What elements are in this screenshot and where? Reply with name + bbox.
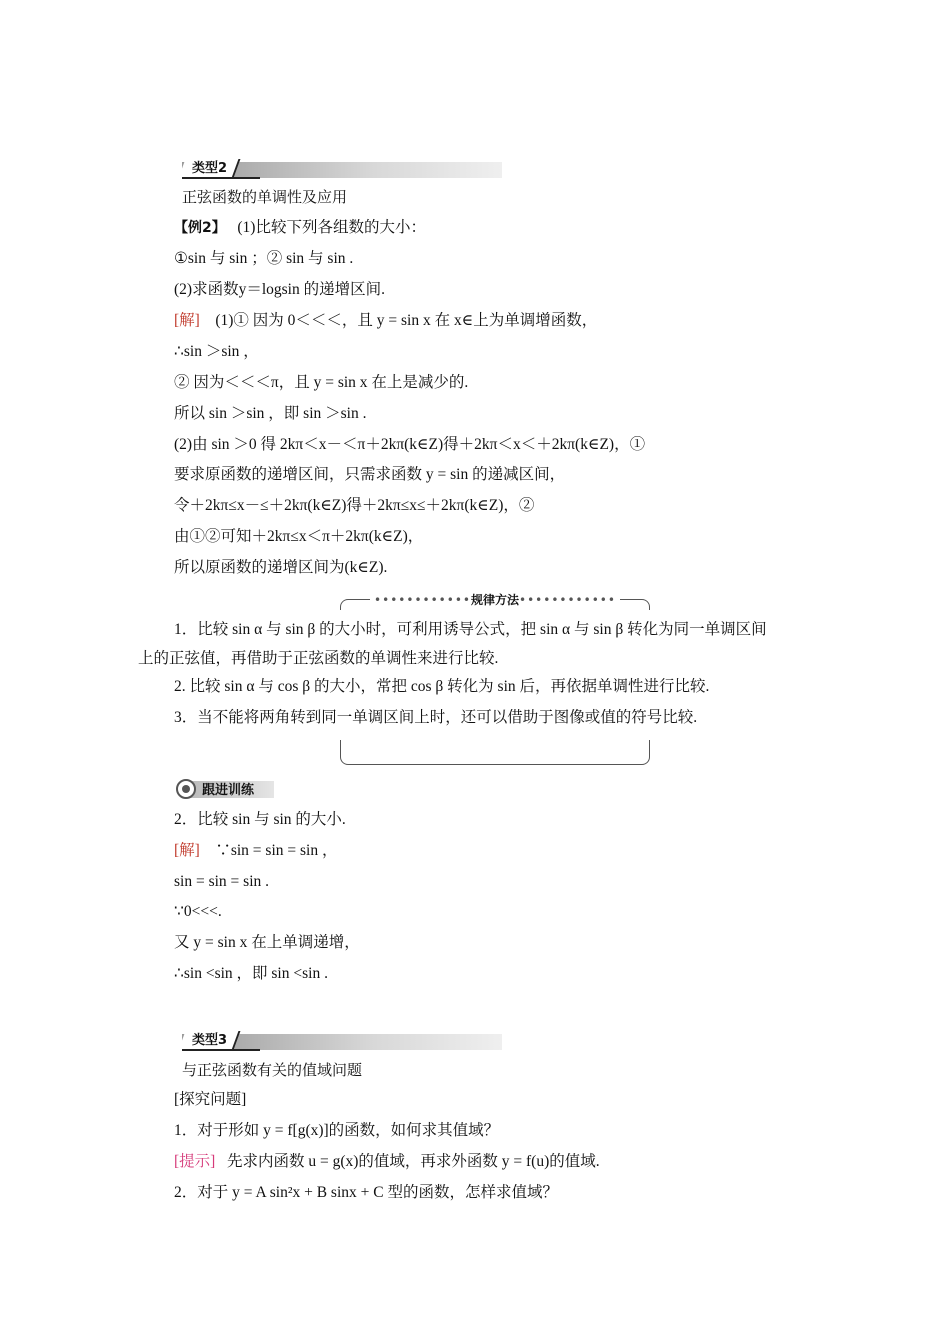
- practice-question: 2．比较 sin 与 sin 的大小.: [174, 811, 346, 828]
- solution-line-7: 令＋2kπ≤x－≤＋2kπ(k∈Z)得＋2kπ≤x≤＋2kπ(k∈Z)，②: [174, 497, 535, 514]
- target-icon: [176, 779, 196, 799]
- example-label: 【例2】: [174, 220, 226, 236]
- practice-solution-5: ∴sin <sin ，即 sin <sin .: [174, 965, 328, 982]
- solution-line-3: ② 因为＜＜＜π，且 y = sin x 在上是减少的.: [174, 374, 469, 391]
- solution-line-6: 要求原函数的递增区间，只需求函数 y = sin 的递减区间，: [174, 466, 566, 483]
- solution-line-2: ∴sin ＞sin ，: [174, 343, 259, 360]
- solution-line-5: (2)由 sin ＞0 得 2kπ＜x－＜π＋2kπ(k∈Z)得＋2kπ＜x＜＋2kπ(k∈Z)，①: [174, 436, 646, 453]
- practice-solution-1: [解] ∵sin = sin = sin ，: [174, 842, 338, 859]
- practice-solution-4: 又 y = sin x 在上单调递增，: [174, 934, 360, 951]
- method-line-2: 2. 比较 sin α 与 cos β 的大小，常把 cos β 转化为 sin 后，再依据单调性进行比较.: [174, 678, 710, 695]
- practice-solution-2: sin = sin = sin .: [174, 873, 269, 890]
- example-items: ①sin 与 sin ；② sin 与 sin .: [174, 250, 354, 267]
- hint-tag: [提示]: [174, 1153, 216, 1170]
- section-3-header: [182, 1031, 502, 1049]
- practice-label: 跟进训练: [202, 783, 255, 798]
- example-question-1: 【例2】 (1)比较下列各组数的大小：: [174, 219, 426, 236]
- example-question-2: (2)求函数y＝logsin 的递增区间.: [174, 281, 385, 298]
- section-tag: 类型3: [179, 1031, 241, 1050]
- explore-question-2: 2．对于 y = A sin²x + B sinx + C 型的函数，怎样求值域？: [174, 1184, 558, 1201]
- method-label: ••••••••••••规律方法••••••••••••: [370, 591, 620, 608]
- method-box-bottom: [340, 740, 650, 765]
- solution-line-4: 所以 sin ＞sin ，即 sin ＞sin .: [174, 405, 367, 422]
- solution-tag: [解]: [174, 312, 200, 329]
- section-title: 与正弦函数有关的值域问题: [182, 1061, 363, 1079]
- method-line-3: 3．当不能将两角转到同一单调区间上时，还可以借助于图像或值的符号比较.: [174, 709, 698, 726]
- method-line-1-cont: 上的正弦值，再借助于正弦函数的单调性来进行比较.: [138, 650, 499, 667]
- method-line-1: 1．比较 sin α 与 sin β 的大小时，可利用诱导公式，把 sin α 与 sin β 转化为同一单调区间: [174, 621, 767, 638]
- explore-heading: [探究问题]: [174, 1091, 247, 1108]
- section-tag: 类型2: [179, 159, 241, 178]
- hint-line: [提示] 先求内函数 u = g(x)的值域，再求外函数 y = f(u)的值域.: [174, 1153, 600, 1170]
- section-title: 正弦函数的单调性及应用: [182, 188, 348, 206]
- solution-line-8: 由①②可知＋2kπ≤x＜π＋2kπ(k∈Z)，: [174, 528, 424, 545]
- solution-line-9: 所以原函数的递增区间为(k∈Z).: [174, 559, 388, 576]
- practice-solution-tag: [解]: [174, 842, 200, 859]
- practice-solution-3: ∵0<<<.: [174, 903, 222, 920]
- explore-question-1: 1．对于形如 y = f[g(x)]的函数，如何求其值域？: [174, 1122, 500, 1139]
- section-2-header: [182, 159, 502, 177]
- solution-line-1: [解] (1)① 因为 0＜＜＜，且 y = sin x 在 x∈上为单调增函数，: [174, 312, 598, 329]
